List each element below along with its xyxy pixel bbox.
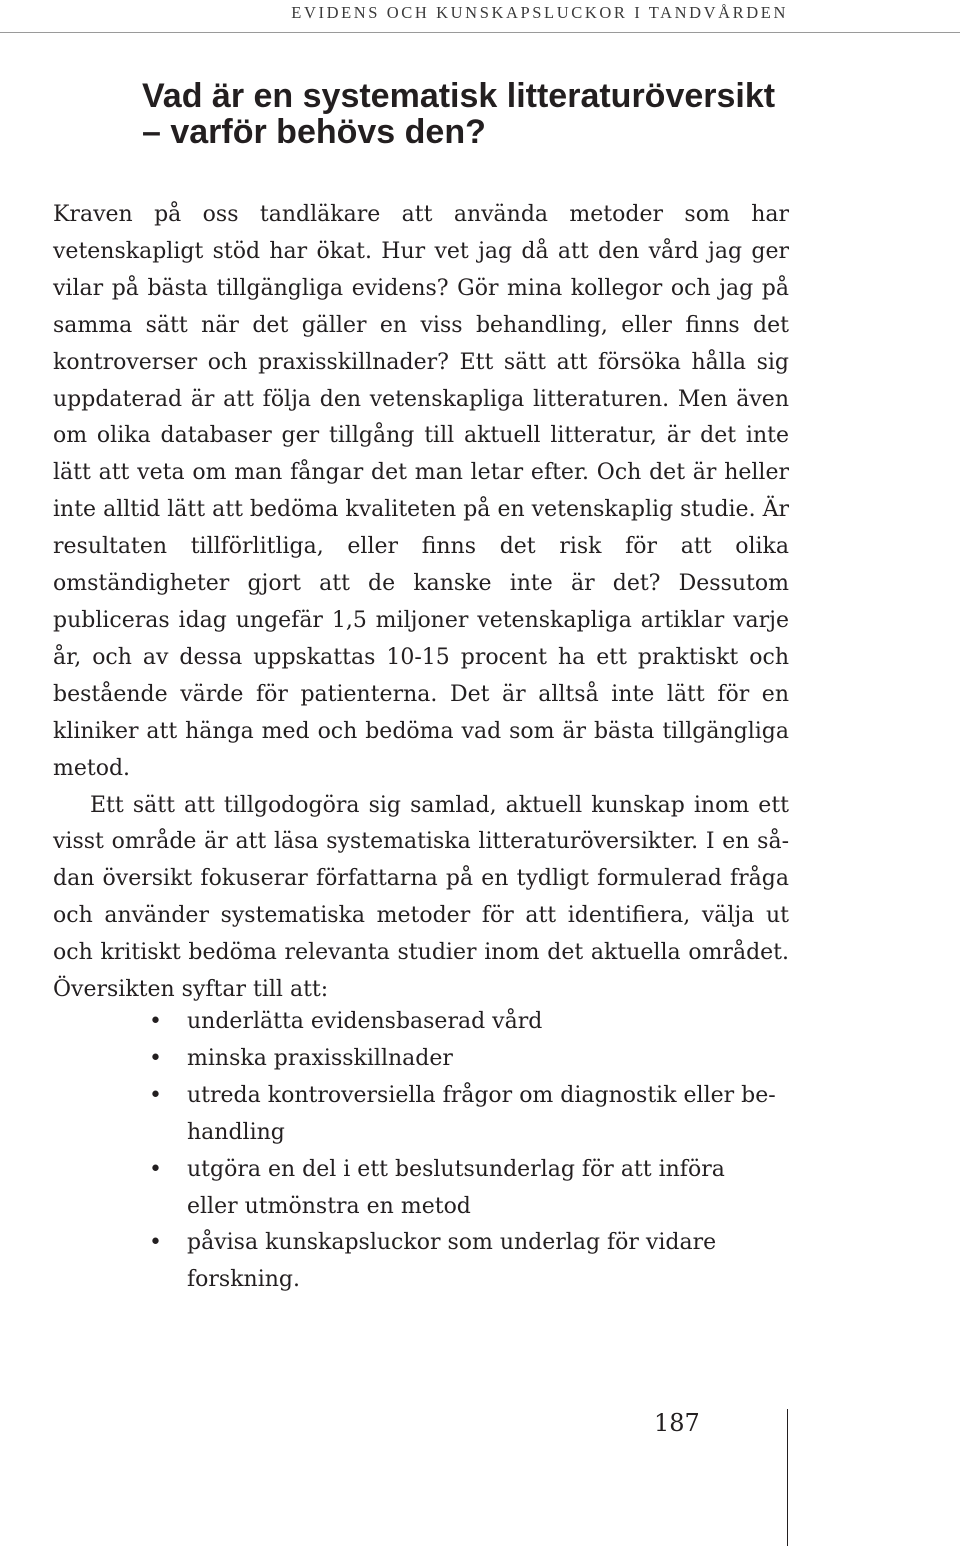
list-item-text: utreda kontroversiella frågor om diagnostik eller behandling [187, 1082, 776, 1145]
paragraph-1: Kraven på oss tandläkare att använda metoder som har vetenskapligt stöd har ökat. Hur vet jag då att den vård jag ger vilar på bästa tillgängliga evidens? Gör mina kollegor och jag på samma sätt när det gäller en viss behandling, eller finns det kontroverser och praxisskillnader? Ett sätt att försöka hålla sig uppdaterad är att följa den vetenskapliga litteraturen. Men även om olika databaser ger tillgång till aktuell litteratur, är det inte lätt att veta om man fångar det man letar efter. Och det är heller inte alltid lätt att bedöma kvaliteten på en vetenskaplig studie. Är resultaten tillförlitliga, eller finns det risk för att olika omständigheter gjort att de kanske inte är det? Dessutom publiceras idag ungefär 1,5 miljoner vetenskapliga artiklar varje år, och av dessa uppskattas 10-15 procent ha ett praktiskt och bestående värde för patienterna. Det är alltså inte lätt för en kliniker att hänga med och bedöma vad som är bästa tillgängliga metod. [53, 202, 789, 781]
running-header: EVIDENS OCH KUNSKAPSLUCKOR I TANDVÅRDEN [291, 3, 788, 22]
aims-bullet-list [0, 1004, 960, 1299]
list-item-text: utgöra en del i ett beslutsunderlag för att införa eller utmönstra en metod [187, 1156, 725, 1219]
bullet-icon: • [149, 1082, 162, 1108]
page-number-rule [787, 1409, 788, 1546]
list-item [0, 1004, 777, 1041]
section-title-line-1: Vad är en systematisk litteraturöversikt [142, 77, 776, 115]
list-item-text: underlätta evidensbaserad vård [187, 1009, 543, 1034]
bullet-icon: • [149, 1156, 162, 1182]
header-rule [0, 32, 960, 33]
section-title [142, 78, 842, 150]
list-item-text: påvisa kunskapsluckor som underlag för vidare forskning. [187, 1230, 717, 1293]
paragraph-2: Ett sätt att tillgodogöra sig samlad, aktuell kunskap inom ett visst område är att läsa systematiska litteraturöversikter. I en sådan översikt fokuserar författarna på en tydligt formulerad fråga och använder systematiska metoder för att identifiera, välja ut och kritiskt bedöma relevanta studier inom det aktuella området. Översikten syftar till att: [53, 792, 789, 1003]
list-item [0, 1078, 777, 1152]
list-item-text: minska praxisskillnader [187, 1045, 453, 1071]
body-text [53, 197, 789, 1009]
list-item [0, 1041, 777, 1078]
section-title-line-2: – varför behövs den? [142, 113, 486, 151]
bullet-icon: • [149, 1230, 162, 1256]
list-item [0, 1225, 777, 1299]
bullet-icon: • [149, 1009, 162, 1034]
list-item [0, 1152, 777, 1226]
bullet-icon: • [149, 1045, 162, 1071]
page-number: 187 [654, 1409, 700, 1437]
